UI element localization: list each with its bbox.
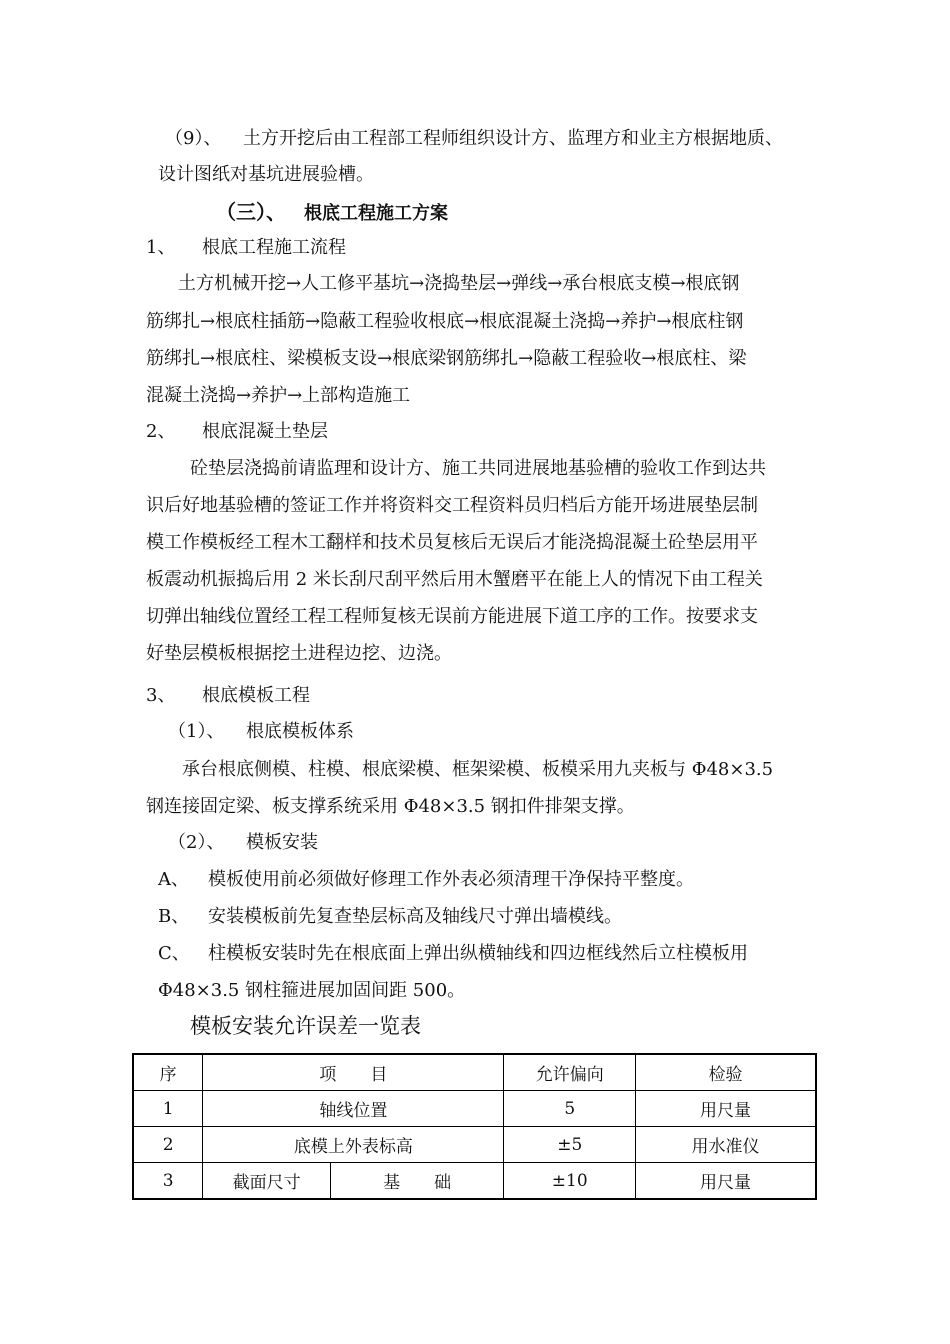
heading-3-number: 3、: [146, 685, 176, 706]
item-a-label: A、: [158, 869, 189, 890]
heading-2-text: 根底混凝土垫层: [202, 421, 328, 442]
row-check: 用尺量: [636, 1163, 816, 1200]
row-item: 轴线位置: [203, 1091, 504, 1127]
table-row: [133, 1091, 816, 1127]
row-tolerance: 5: [504, 1091, 636, 1127]
subheading-1: [168, 720, 354, 744]
flow-line-3: 筋绑扎→根底柱、梁模板支设→根底梁钢筋绑扎→隐蔽工程验收→根底柱、梁: [146, 348, 747, 369]
row-subitem: 基 础: [330, 1163, 504, 1200]
formwork-line-1: 承台根底侧模、柱模、根底梁模、框架梁模、板模采用九夹板与 Φ48×3.5: [182, 759, 774, 780]
subheading-1-number: （1）、: [168, 721, 225, 742]
header-seq: 序: [133, 1054, 203, 1091]
item-b-text: 安装模板前先复查垫层标高及轴线尺寸弹出墙模线。: [208, 906, 622, 927]
formwork-line-2: 钢连接固定梁、板支撑系统采用 Φ48×3.5 钢扣件排架支撑。: [146, 796, 635, 817]
item-c-label: C、: [158, 943, 190, 964]
item-b: [158, 905, 622, 929]
heading-1-text: 根底工程施工流程: [202, 237, 346, 258]
item-a-text: 模板使用前必须做好修理工作外表必须清理干净保持平整度。: [208, 869, 694, 890]
row-check: 用尺量: [636, 1091, 816, 1127]
header-tolerance: 允许偏向: [504, 1054, 636, 1091]
item-9-line-1: [165, 127, 783, 151]
table-row: [133, 1163, 816, 1200]
heading-3-text: 根底模板工程: [202, 685, 310, 706]
row-seq: 3: [133, 1163, 203, 1200]
row-check: 用水准仪: [636, 1127, 816, 1163]
table-row: [133, 1127, 816, 1163]
row-item: 底模上外表标高: [203, 1127, 504, 1163]
table-caption: 模板安装允许误差一览表: [190, 1014, 421, 1038]
heading-2: [146, 420, 328, 444]
section-prefix: （三）、: [216, 200, 286, 224]
section-heading: [216, 200, 448, 226]
row-item: 截面尺寸: [203, 1163, 331, 1200]
subheading-1-text: 根底模板体系: [246, 721, 354, 742]
item-c-text: 柱模板安装时先在根底面上弹出纵横轴线和四边框线然后立柱模板用: [208, 943, 748, 964]
item-9-text: 土方开挖后由工程部工程师组织设计方、监理方和业主方根据地质、: [243, 128, 783, 149]
tolerance-table: [132, 1053, 817, 1200]
heading-3: [146, 684, 310, 708]
header-check: 检验: [636, 1054, 816, 1091]
row-seq: 1: [133, 1091, 203, 1127]
item-c-continued: Φ48×3.5 钢柱箍进展加固间距 500。: [158, 980, 466, 1001]
item-9-line-2: 设计图纸对基坑进展验槽。: [158, 164, 374, 185]
subheading-2: [168, 831, 318, 855]
row-tolerance: ±5: [504, 1127, 636, 1163]
cushion-line-2: 识后好地基验槽的签证工作并将资料交工程资料员归档后方能开场进展垫层制: [146, 495, 758, 516]
row-seq: 2: [133, 1127, 203, 1163]
cushion-line-3: 模工作模板经工程木工翻样和技术员复核后无误后才能浇捣混凝土砼垫层用平: [146, 532, 758, 553]
cushion-line-6: 好垫层模板根据挖土进程边挖、边浇。: [146, 643, 452, 664]
subheading-2-number: （2）、: [168, 832, 225, 853]
item-b-label: B、: [158, 906, 190, 927]
cushion-line-4: 板震动机振捣后用 2 米长刮尺刮平然后用木蟹磨平在能上人的情况下由工程关: [146, 569, 763, 590]
cushion-line-5: 切弹出轴线位置经工程工程师复核无误前方能进展下道工序的工作。按要求支: [146, 606, 758, 627]
table-header-row: [133, 1054, 816, 1091]
heading-1-number: 1、: [146, 237, 176, 258]
heading-1: [146, 236, 346, 260]
section-title: 根底工程施工方案: [304, 203, 448, 224]
flow-line-2: 筋绑扎→根底柱插筋→隐蔽工程验收根底→根底混凝土浇捣→养护→根底柱钢: [146, 311, 744, 332]
item-a: [158, 868, 694, 892]
subheading-2-text: 模板安装: [246, 832, 318, 853]
header-item: 项 目: [203, 1054, 504, 1091]
row-tolerance: ±10: [504, 1163, 636, 1200]
flow-line-1: 土方机械开挖→人工修平基坑→浇捣垫层→弹线→承台根底支模→根底钢: [178, 273, 740, 294]
flow-line-4: 混凝土浇捣→养护→上部构造施工: [146, 385, 411, 406]
heading-2-number: 2、: [146, 421, 176, 442]
cushion-line-1: 砼垫层浇捣前请监理和设计方、施工共同进展地基验槽的验收工作到达共: [190, 458, 766, 479]
item-c: [158, 942, 748, 966]
item-9-prefix: （9）、: [165, 128, 222, 149]
